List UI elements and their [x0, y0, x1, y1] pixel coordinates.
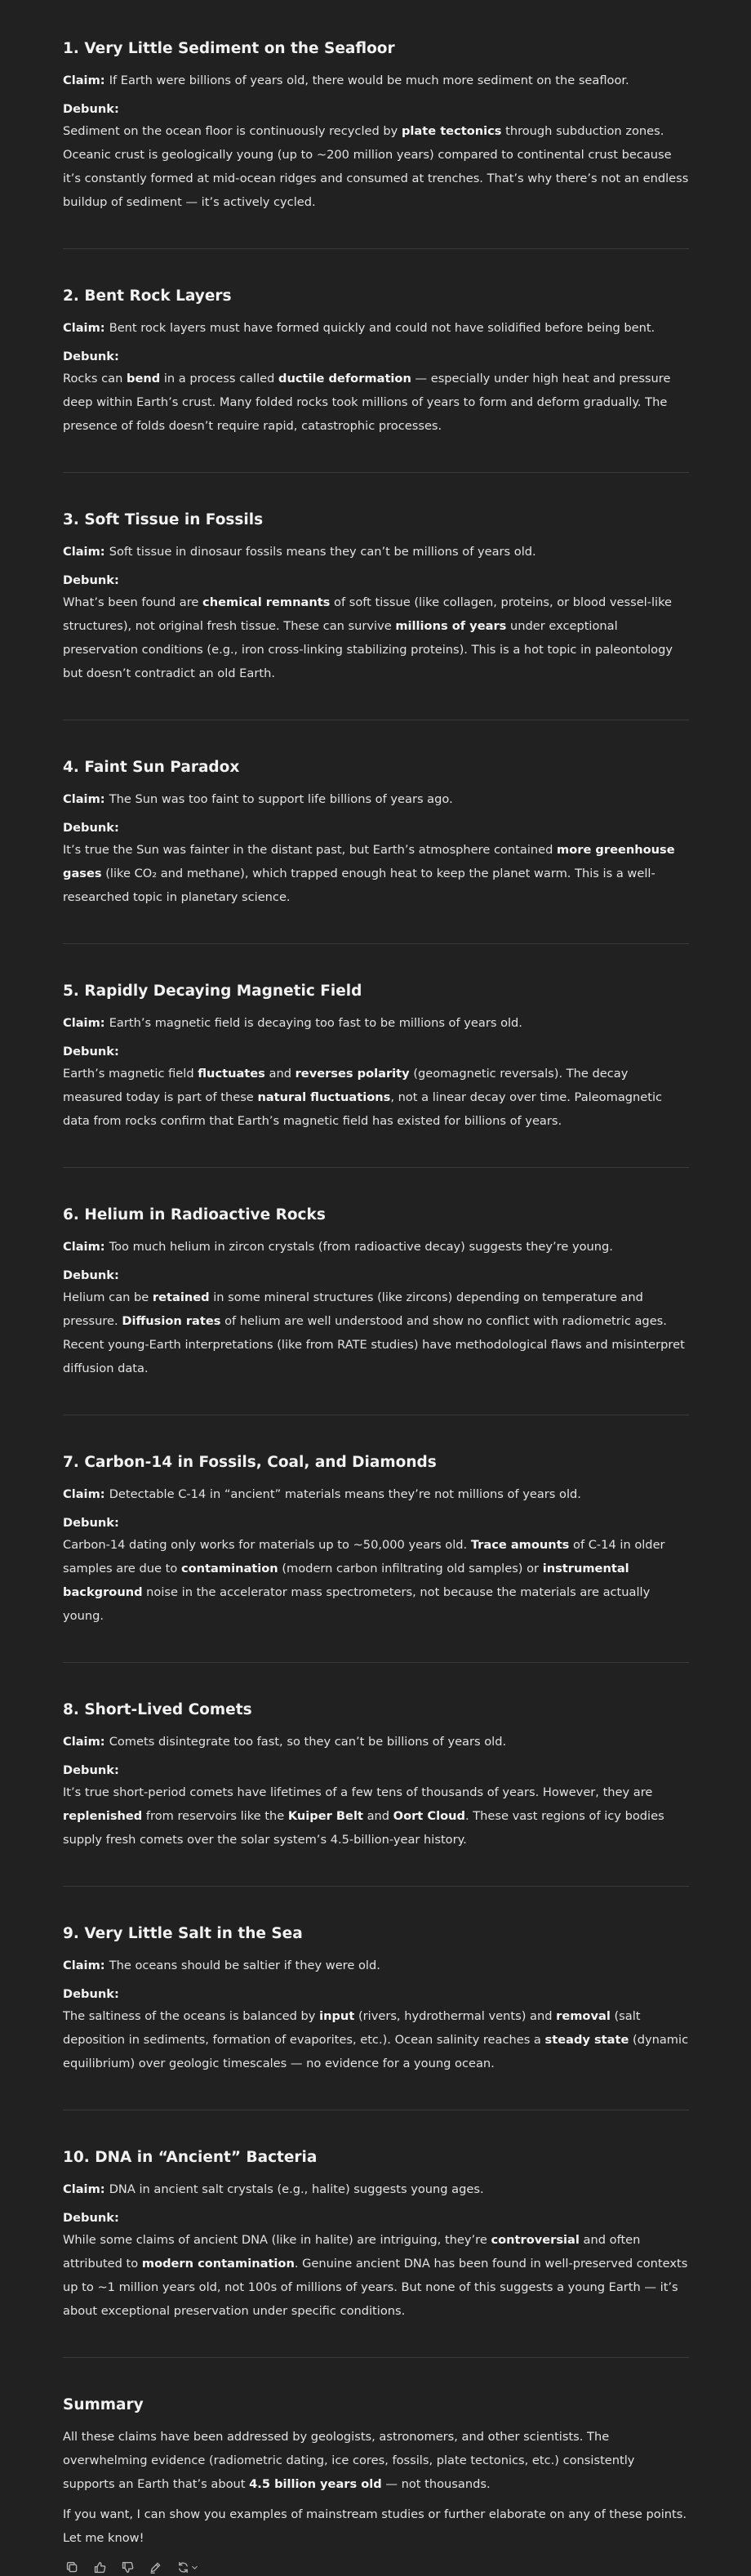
debunk-text	[63, 1286, 689, 1380]
bold-text: ductile deformation	[278, 372, 411, 386]
point-section	[63, 1204, 689, 1380]
bold-text: plate tectonics	[401, 124, 502, 138]
text-run: and	[362, 1809, 393, 1823]
chevron-down-icon	[190, 2563, 199, 2572]
text-run: (salt deposition in sediments, formation of evaporites, etc.). Ocean salinity reaches a	[63, 2009, 641, 2047]
divider	[63, 2357, 689, 2358]
point-section	[63, 285, 689, 438]
text-run: from reservoirs like the	[142, 1809, 288, 1823]
bold-text: modern contamination	[141, 2257, 295, 2271]
point-section	[63, 2146, 689, 2323]
text-run: (dynamic equilibrium) over geologic timescales — no evidence for a young ocean.	[63, 2033, 689, 2070]
text-run: in a process called	[160, 372, 279, 386]
bold-text: millions of years	[395, 619, 507, 633]
bold-text: removal	[556, 2009, 611, 2023]
bold-text: chemical remnants	[202, 595, 331, 609]
divider	[63, 1167, 689, 1168]
claim-label: Claim:	[63, 1240, 109, 1254]
summary-section	[63, 2394, 689, 2550]
claim-text	[63, 316, 689, 340]
section-title: 7. Carbon-14 in Fossils, Coal, and Diamonds	[63, 1454, 437, 1471]
divider	[63, 1886, 689, 1887]
claim-label: Claim:	[63, 1016, 109, 1030]
bold-text: reverses polarity	[295, 1067, 410, 1081]
debunk-label: Debunk:	[63, 350, 119, 363]
bold-text: Trace amounts	[470, 1538, 570, 1552]
debunk-label: Debunk:	[63, 1045, 119, 1058]
summary-title: Summary	[63, 2396, 144, 2413]
claim-text	[63, 787, 689, 811]
bold-text: steady state	[544, 2033, 629, 2047]
claim-body: Earth’s magnetic field is decaying too fast to be millions of years old.	[109, 1016, 522, 1030]
text-run: While some claims of ancient DNA (like in halite) are intriguing, they’re	[63, 2233, 491, 2247]
bold-text: controversial	[491, 2233, 580, 2247]
text-run: Earth’s magnetic field	[63, 1067, 198, 1081]
text-run: under exceptional preservation conditions (e.g., iron cross-linking stabilizing proteins). This is a hot topic in paleontology but doesn’t contradict an old Earth.	[63, 619, 673, 680]
regenerate-button[interactable]	[174, 2558, 202, 2576]
text-run: noise in the accelerator mass spectrometers, not because the materials are actually young.	[63, 1585, 651, 1623]
debunk-label: Debunk:	[63, 573, 119, 587]
text-run: through subduction zones. Oceanic crust is geologically young (up to ~200 million years) compared to continental crust because it’s constantly formed at mid-ocean ridges and consumed at trenches. That’s why there’s not an endless buildup of sediment — it’s actively cycled.	[63, 124, 689, 209]
debunk-label: Debunk:	[63, 2211, 119, 2225]
claim-body: DNA in ancient salt crystals (e.g., halite) suggests young ages.	[109, 2182, 484, 2196]
claim-label: Claim:	[63, 74, 109, 87]
section-title: 4. Faint Sun Paradox	[63, 759, 240, 776]
claim-body: Too much helium in zircon crystals (from radioactive decay) suggests they’re young.	[109, 1240, 613, 1254]
bold-text: input	[319, 2009, 355, 2023]
bold-text: contamination	[180, 1562, 278, 1575]
debunk-label: Debunk:	[63, 821, 119, 835]
debunk-text	[63, 2228, 689, 2323]
bold-text: Oort Cloud	[393, 1809, 465, 1823]
regenerate-icon	[176, 2560, 190, 2574]
debunk-text	[63, 838, 689, 909]
claim-body: Soft tissue in dinosaur fossils means they can’t be millions of years old.	[109, 545, 536, 559]
claim-label: Claim:	[63, 1487, 109, 1501]
debunk-label: Debunk:	[63, 1763, 119, 1777]
debunk-text	[63, 1062, 689, 1133]
claim-text	[63, 540, 689, 564]
divider	[63, 1662, 689, 1663]
divider	[63, 248, 689, 249]
divider	[63, 472, 689, 473]
divider	[63, 943, 689, 944]
text-run: Helium can be	[63, 1290, 153, 1304]
good-response-button[interactable]	[91, 2558, 109, 2576]
claim-text	[63, 1482, 689, 1506]
bold-text: Kuiper Belt	[287, 1809, 363, 1823]
point-section	[63, 980, 689, 1133]
claim-text	[63, 69, 689, 92]
sections-list	[63, 38, 689, 2358]
claim-text	[63, 1954, 689, 1977]
bold-text: retained	[152, 1290, 210, 1304]
claim-label: Claim:	[63, 2182, 109, 2196]
debunk-label: Debunk:	[63, 1987, 119, 2001]
bold-text: replenished	[63, 1809, 143, 1823]
text-run: It’s true short-period comets have lifetimes of a few tens of thousands of years. However, they are	[63, 1785, 653, 1799]
text-run: and	[264, 1067, 296, 1081]
section-title: 2. Bent Rock Layers	[63, 287, 232, 305]
edit-icon	[149, 2560, 162, 2574]
debunk-text	[63, 2004, 689, 2075]
claim-body: If Earth were billions of years old, there would be much more sediment on the seafloor.	[109, 74, 629, 87]
debunk-text	[63, 367, 689, 438]
section-title: 6. Helium in Radioactive Rocks	[63, 1206, 326, 1223]
text-run: in some mineral structures (like zircons) depending on temperature and pressure.	[63, 1290, 643, 1328]
text-run: and often attributed to	[63, 2233, 641, 2271]
section-title: 10. DNA in “Ancient” Bacteria	[63, 2149, 318, 2166]
claim-body: The Sun was too faint to support life billions of years ago.	[109, 792, 453, 806]
section-title: 5. Rapidly Decaying Magnetic Field	[63, 983, 362, 1000]
debunk-label: Debunk:	[63, 102, 119, 116]
text-run: — especially under high heat and pressure deep within Earth’s crust. Many folded rocks took millions of years to form and deform gradually. The presence of folds doesn’t require rapid, catastrophic processes.	[63, 372, 671, 433]
text-run: (like CO₂ and methane), which trapped enough heat to keep the planet warm. This is a well-researched topic in planetary science.	[63, 867, 655, 904]
claim-text	[63, 2177, 689, 2201]
debunk-label: Debunk:	[63, 1268, 119, 1282]
section-title: 8. Short-Lived Comets	[63, 1701, 252, 1718]
edit-button[interactable]	[146, 2558, 164, 2576]
text-run: (geomagnetic reversals). The decay measured today is part of these	[63, 1067, 629, 1104]
thumbs-down-icon	[121, 2560, 135, 2574]
claim-text	[63, 1011, 689, 1035]
text-run: — not thousands.	[381, 2477, 491, 2491]
text-run: All these claims have been addressed by geologists, astronomers, and other scientists. The overwhelming evidence (radiometric dating, ice cores, fossils, plate tectonics, etc.) consistently supports an Earth that’s about	[63, 2430, 635, 2491]
bad-response-button[interactable]	[118, 2558, 136, 2576]
claim-label: Claim:	[63, 792, 109, 806]
bold-text: natural fluctuations	[257, 1090, 391, 1104]
debunk-text	[63, 1780, 689, 1852]
claim-label: Claim:	[63, 1959, 109, 1972]
bold-text: bend	[127, 372, 161, 386]
section-title: 9. Very Little Salt in the Sea	[63, 1925, 303, 1942]
point-section	[63, 1451, 689, 1628]
claim-body: Detectable C-14 in “ancient” materials means they’re not millions of years old.	[109, 1487, 581, 1501]
text-run: What’s been found are	[63, 595, 203, 609]
copy-button[interactable]	[63, 2558, 81, 2576]
text-run: Carbon-14 dating only works for materials up to ~50,000 years old.	[63, 1538, 471, 1552]
bold-text: instrumental background	[63, 1562, 629, 1599]
message-actions	[63, 2558, 689, 2576]
debunk-label: Debunk:	[63, 1516, 119, 1530]
point-section	[63, 38, 689, 214]
point-section	[63, 1699, 689, 1852]
text-run: Sediment on the ocean floor is continuously recycled by	[63, 124, 402, 138]
text-run: (rivers, hydrothermal vents) and	[354, 2009, 557, 2023]
text-run: . Genuine ancient DNA has been found in well-preserved contexts up to ~1 million years old, not 100s of millions of years. But none of this suggests a young Earth — it’s about exceptional preservation under specific conditions.	[63, 2257, 688, 2318]
claim-label: Claim:	[63, 1735, 109, 1749]
text-run: of C-14 in older samples are due to	[63, 1538, 665, 1575]
summary-paragraph-1	[63, 2425, 689, 2496]
claim-label: Claim:	[63, 545, 109, 559]
point-section	[63, 509, 689, 685]
text-run: The saltiness of the oceans is balanced by	[63, 2009, 320, 2023]
bold-text: Diffusion rates	[122, 1314, 221, 1328]
section-title: 3. Soft Tissue in Fossils	[63, 511, 264, 528]
thumbs-up-icon	[93, 2560, 107, 2574]
claim-body: Comets disintegrate too fast, so they can’t be billions of years old.	[109, 1735, 507, 1749]
claim-body: Bent rock layers must have formed quickly and could not have solidified before being bent.	[109, 321, 655, 335]
claim-text	[63, 1730, 689, 1754]
point-section	[63, 1923, 689, 2075]
text-run: of helium are well understood and show no conflict with radiometric ages. Recent young-Earth interpretations (like from RATE studies) have methodological flaws and misinterpret diffusion data.	[63, 1314, 685, 1375]
claim-label: Claim:	[63, 321, 109, 335]
debunk-text	[63, 591, 689, 685]
point-section	[63, 756, 689, 909]
section-title: 1. Very Little Sediment on the Seafloor	[63, 40, 395, 57]
text-run: It’s true the Sun was fainter in the distant past, but Earth’s atmosphere contained	[63, 843, 558, 857]
text-run: Rocks can	[63, 372, 127, 386]
debunk-text	[63, 119, 689, 214]
bold-text: fluctuates	[198, 1067, 265, 1081]
bold-text: 4.5 billion years old	[249, 2477, 382, 2491]
copy-icon	[65, 2560, 79, 2574]
claim-body: The oceans should be saltier if they were old.	[109, 1959, 380, 1972]
assistant-message	[63, 0, 689, 2576]
text-run: of soft tissue (like collagen, proteins, or blood vessel-like structures), not original fresh tissue. These can survive	[63, 595, 673, 633]
claim-text	[63, 1235, 689, 1259]
bold-text: more greenhouse gases	[63, 843, 675, 880]
text-run: (modern carbon infiltrating old samples) or	[278, 1562, 543, 1575]
debunk-text	[63, 1533, 689, 1628]
text-run: . These vast regions of icy bodies supply fresh comets over the solar system’s 4.5-billion-year history.	[63, 1809, 664, 1847]
summary-paragraph-2: If you want, I can show you examples of mainstream studies or further elaborate on any of these points. Let me know!	[63, 2507, 687, 2545]
text-run: , not a linear decay over time. Paleomagnetic data from rocks confirm that Earth’s magnetic field has existed for billions of years.	[63, 1090, 663, 1128]
